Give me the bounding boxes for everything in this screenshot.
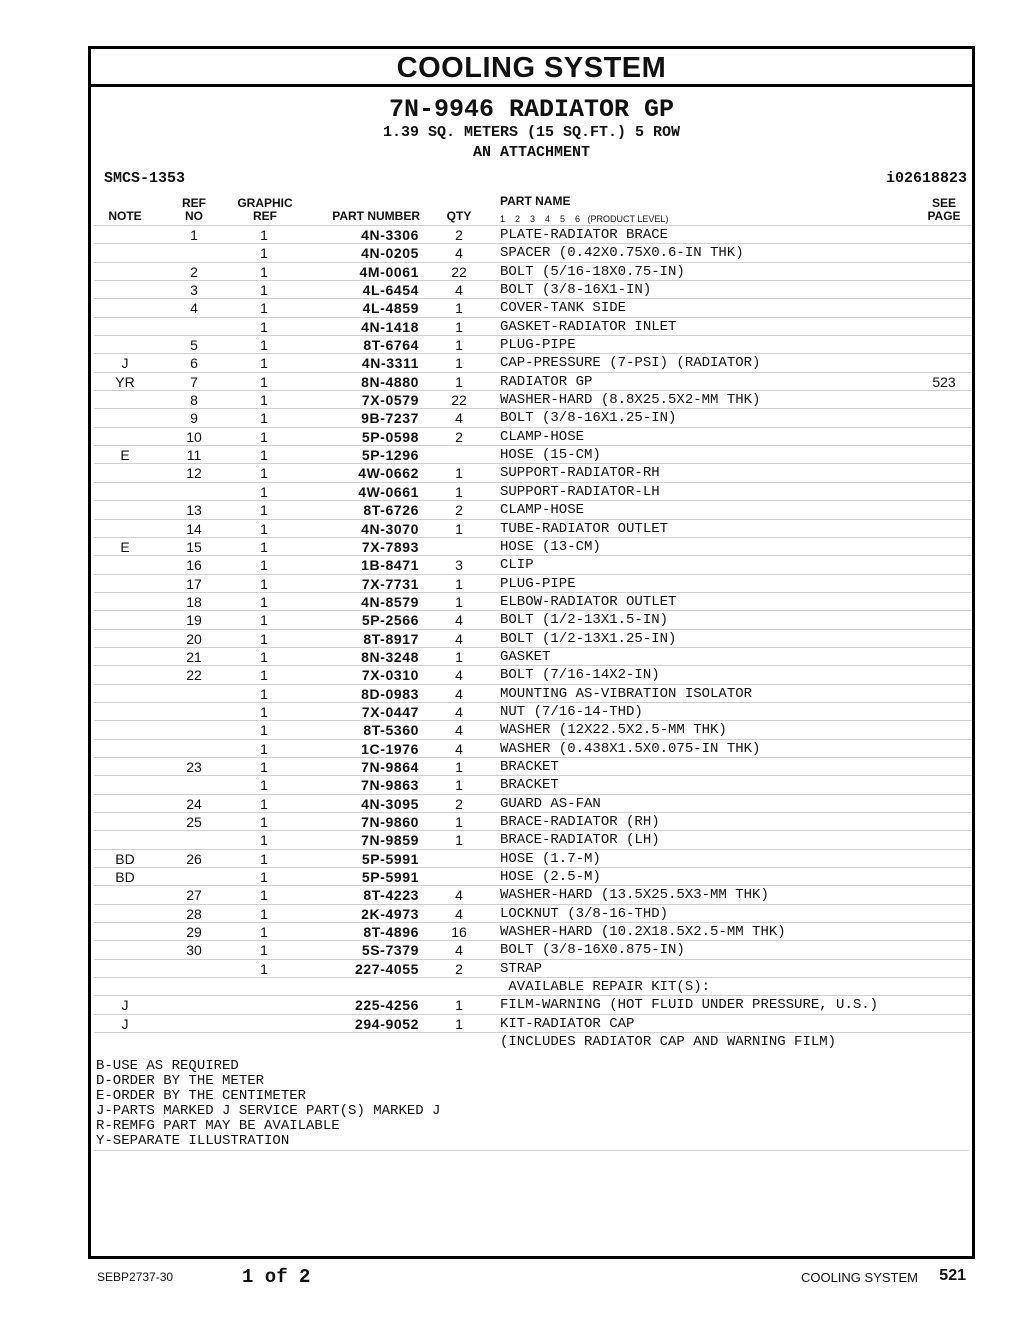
part-number-cell: 227-4055 xyxy=(355,960,419,977)
table-row xyxy=(94,647,972,665)
footer-page-of: 1 of 2 xyxy=(242,1266,311,1288)
qty-cell: 22 xyxy=(451,392,467,409)
qty-cell: 4 xyxy=(455,245,463,262)
part-number-cell: 4W-0661 xyxy=(358,483,419,500)
table-row xyxy=(94,867,972,885)
table-row xyxy=(94,812,972,830)
ref-no-cell: 15 xyxy=(186,538,202,555)
part-name-cell: TUBE-RADIATOR OUTLET xyxy=(500,520,669,537)
part-number-cell: 1C-1976 xyxy=(361,740,419,757)
smcs-code: SMCS-1353 xyxy=(104,170,186,187)
part-number-cell: 5P-1296 xyxy=(361,447,419,464)
table-row xyxy=(94,500,972,518)
table-row xyxy=(94,959,972,977)
graphic-ref-cell: 1 xyxy=(260,520,268,537)
table-row xyxy=(94,390,972,408)
part-number-cell: 4W-0662 xyxy=(358,465,419,482)
ref-no-cell: 26 xyxy=(186,850,202,867)
part-name-cell: NUT (7/16-14-THD) xyxy=(500,703,643,720)
notes-divider xyxy=(94,1150,969,1151)
qty-cell: 4 xyxy=(455,740,463,757)
footer-section: COOLING SYSTEM xyxy=(800,1270,918,1285)
header-note: NOTE xyxy=(108,209,142,223)
part-name-cell: BRACE-RADIATOR (LH) xyxy=(500,832,660,849)
table-row xyxy=(94,629,972,647)
graphic-ref-cell: 1 xyxy=(260,575,268,592)
qty-cell: 22 xyxy=(451,263,467,280)
qty-cell: 4 xyxy=(455,612,463,629)
graphic-ref-cell: 1 xyxy=(260,832,268,849)
ref-no-cell: 12 xyxy=(186,465,202,482)
part-number-cell: 8N-3248 xyxy=(361,648,419,665)
part-name-cell: BOLT (7/16-14X2-IN) xyxy=(500,667,660,684)
note-line: E-ORDER BY THE CENTIMETER xyxy=(96,1088,307,1104)
note-cell: YR xyxy=(115,373,135,390)
qty-cell: 1 xyxy=(455,300,463,317)
table-row xyxy=(94,739,972,757)
table-row xyxy=(94,849,972,867)
part-number-cell: 4N-3070 xyxy=(361,520,419,537)
part-number-cell: 5P-5991 xyxy=(361,869,419,886)
graphic-ref-cell: 1 xyxy=(260,722,268,739)
part-number-cell: 4N-1418 xyxy=(361,318,419,335)
part-number-cell: 8T-4896 xyxy=(363,924,419,941)
qty-cell: 1 xyxy=(455,814,463,830)
part-number-cell: 4N-3311 xyxy=(361,355,419,372)
ref-no-cell: 20 xyxy=(186,630,202,647)
header-graphic-line2: REF xyxy=(253,209,277,223)
ref-no-cell: 13 xyxy=(186,502,202,519)
note-cell: BD xyxy=(115,850,135,867)
qty-cell: 2 xyxy=(455,227,463,243)
ref-no-cell: 4 xyxy=(190,300,198,317)
qty-cell: 1 xyxy=(455,777,463,794)
part-number-cell: 8T-6764 xyxy=(363,337,419,354)
graphic-ref-cell: 1 xyxy=(260,428,268,445)
ref-no-cell: 7 xyxy=(190,373,198,390)
graphic-ref-cell: 1 xyxy=(260,905,268,922)
part-number-cell: 7N-9863 xyxy=(361,777,419,794)
part-number-cell: 8T-6726 xyxy=(363,502,419,519)
table-row xyxy=(94,904,972,922)
graphic-ref-cell: 1 xyxy=(260,960,268,977)
graphic-ref-cell: 1 xyxy=(260,392,268,409)
graphic-ref-cell: 1 xyxy=(260,703,268,720)
qty-cell: 1 xyxy=(455,483,463,500)
part-name-cell: MOUNTING AS-VIBRATION ISOLATOR xyxy=(500,685,753,702)
part-name-cell: CLAMP-HOSE xyxy=(500,502,585,519)
header-see-line2: PAGE xyxy=(927,209,961,223)
graphic-ref-cell: 1 xyxy=(260,814,268,830)
graphic-ref-cell: 1 xyxy=(260,337,268,354)
part-name-cell: PLUG-PIPE xyxy=(500,337,576,354)
table-row xyxy=(94,574,972,592)
part-number-cell: 5P-5991 xyxy=(361,850,419,867)
table-row xyxy=(94,940,972,958)
graphic-ref-cell: 1 xyxy=(260,740,268,757)
table-row xyxy=(94,922,972,940)
qty-cell: 1 xyxy=(455,337,463,354)
part-name-cell: SUPPORT-RADIATOR-RH xyxy=(500,465,660,482)
part-number-cell: 5P-0598 xyxy=(361,428,419,445)
part-number-cell: 4L-6454 xyxy=(362,282,419,299)
graphic-ref-cell: 1 xyxy=(260,282,268,299)
part-name-cell: BRACKET xyxy=(500,777,559,794)
graphic-ref-cell: 1 xyxy=(260,758,268,775)
group-title: 7N-9946 RADIATOR GP xyxy=(388,95,675,124)
ref-no-cell: 27 xyxy=(186,887,202,904)
table-row xyxy=(94,408,972,426)
part-name-cell: HOSE (1.7-M) xyxy=(500,850,601,867)
note-line: B-USE AS REQUIRED xyxy=(96,1058,239,1074)
qty-cell: 4 xyxy=(455,282,463,299)
table-row xyxy=(94,537,972,555)
ref-no-cell: 11 xyxy=(186,447,202,464)
part-name-cell: ELBOW-RADIATOR OUTLET xyxy=(500,593,677,610)
ref-no-cell: 8 xyxy=(190,392,198,409)
part-number-cell: 225-4256 xyxy=(355,997,419,1014)
graphic-ref-cell: 1 xyxy=(260,612,268,629)
qty-cell: 1 xyxy=(455,758,463,775)
qty-cell: 1 xyxy=(455,593,463,610)
graphic-ref-cell: 1 xyxy=(260,593,268,610)
ref-no-cell: 25 xyxy=(186,814,202,830)
header-see-line1: SEE xyxy=(931,196,956,210)
table-row xyxy=(94,720,972,738)
part-name-cell: BRACKET xyxy=(500,758,559,775)
ref-no-cell: 30 xyxy=(186,942,202,959)
part-number-cell: 7N-9859 xyxy=(361,832,419,849)
part-name-cell: BOLT (3/8-16X0.875-IN) xyxy=(500,942,685,959)
ref-no-cell: 2 xyxy=(190,263,198,280)
notes-legend xyxy=(96,1059,440,1149)
header-qty: QTY xyxy=(446,209,472,223)
graphic-ref-cell: 1 xyxy=(260,850,268,867)
note-cell: J xyxy=(121,1015,129,1032)
part-name-cell: COVER-TANK SIDE xyxy=(500,300,627,317)
graphic-ref-cell: 1 xyxy=(260,465,268,482)
qty-cell: 3 xyxy=(455,557,463,574)
graphic-ref-cell: 1 xyxy=(260,245,268,262)
qty-cell: 1 xyxy=(455,355,463,372)
part-name-cell: HOSE (13-CM) xyxy=(500,538,601,555)
part-number-cell: 7N-9860 xyxy=(361,814,419,830)
qty-cell: 2 xyxy=(455,795,463,812)
graphic-ref-cell: 1 xyxy=(260,869,268,886)
part-name-cell: KIT-RADIATOR CAP xyxy=(500,1015,635,1032)
part-number-cell: 2K-4973 xyxy=(361,905,419,922)
table-row xyxy=(94,794,972,812)
table-row xyxy=(94,702,972,720)
note-line: D-ORDER BY THE METER xyxy=(96,1073,265,1089)
part-name-cell: HOSE (2.5-M) xyxy=(500,869,601,886)
part-number-cell: 4N-0205 xyxy=(361,245,419,262)
part-name-cell: LOCKNUT (3/8-16-THD) xyxy=(500,905,669,922)
graphic-ref-cell: 1 xyxy=(260,502,268,519)
part-number-cell: 8N-4880 xyxy=(361,373,419,390)
part-name-cell: HOSE (15-CM) xyxy=(500,447,601,464)
ref-no-cell: 23 xyxy=(186,758,202,775)
qty-cell: 1 xyxy=(455,648,463,665)
illustration-id: i02618823 xyxy=(885,170,967,187)
part-name-cell: BOLT (1/2-13X1.5-IN) xyxy=(500,612,669,629)
qty-cell: 4 xyxy=(455,703,463,720)
part-name-cell: BOLT (1/2-13X1.25-IN) xyxy=(500,630,677,647)
graphic-ref-cell: 1 xyxy=(260,795,268,812)
table-row xyxy=(94,1032,972,1050)
part-number-cell: 8T-4223 xyxy=(363,887,419,904)
ref-no-cell: 9 xyxy=(190,410,198,427)
header-graphic-line1: GRAPHIC xyxy=(237,196,293,210)
qty-cell: 1 xyxy=(455,832,463,849)
ref-no-cell: 18 xyxy=(186,593,202,610)
part-number-cell: 4N-8579 xyxy=(361,593,419,610)
ref-no-cell: 10 xyxy=(186,428,202,445)
qty-cell: 2 xyxy=(455,428,463,445)
table-row xyxy=(94,482,972,500)
part-name-cell: CLAMP-HOSE xyxy=(500,428,585,445)
part-number-cell: 8T-5360 xyxy=(363,722,419,739)
part-number-cell: 7N-9864 xyxy=(361,758,419,775)
qty-cell: 1 xyxy=(455,575,463,592)
graphic-ref-cell: 1 xyxy=(260,557,268,574)
graphic-ref-cell: 1 xyxy=(260,263,268,280)
graphic-ref-cell: 1 xyxy=(260,447,268,464)
graphic-ref-cell: 1 xyxy=(260,777,268,794)
graphic-ref-cell: 1 xyxy=(260,667,268,684)
qty-cell: 4 xyxy=(455,887,463,904)
table-row xyxy=(94,757,972,775)
graphic-ref-cell: 1 xyxy=(260,924,268,941)
part-name-cell: BRACE-RADIATOR (RH) xyxy=(500,814,660,830)
part-name-cell: WASHER-HARD (8.8X25.5X2-MM THK) xyxy=(500,392,761,409)
part-number-cell: 1B-8471 xyxy=(361,557,419,574)
footer-doc-number: SEBP2737-30 xyxy=(97,1270,174,1284)
table-row xyxy=(94,243,972,261)
note-cell: E xyxy=(120,447,130,464)
qty-cell: 4 xyxy=(455,410,463,427)
part-number-cell: 4M-0061 xyxy=(359,263,419,280)
ref-no-cell: 24 xyxy=(186,795,202,812)
part-number-cell: 5P-2566 xyxy=(361,612,419,629)
graphic-ref-cell: 1 xyxy=(260,483,268,500)
part-name-cell: SUPPORT-RADIATOR-LH xyxy=(500,483,660,500)
table-row xyxy=(94,885,972,903)
ref-no-cell: 5 xyxy=(190,337,198,354)
table-row xyxy=(94,445,972,463)
see-page-cell: 523 xyxy=(932,373,956,390)
part-number-cell: 8D-0983 xyxy=(361,685,419,702)
part-name-cell: RADIATOR GP xyxy=(500,373,593,390)
graphic-ref-cell: 1 xyxy=(260,410,268,427)
graphic-ref-cell: 1 xyxy=(260,942,268,959)
table-row xyxy=(94,317,972,335)
part-name-cell: WASHER-HARD (13.5X25.5X3-MM THK) xyxy=(500,887,769,904)
graphic-ref-cell: 1 xyxy=(260,300,268,317)
group-subtitle-size: 1.39 SQ. METERS (15 SQ.FT.) 5 ROW xyxy=(382,124,681,141)
graphic-ref-cell: 1 xyxy=(260,355,268,372)
table-row xyxy=(94,555,972,573)
table-row xyxy=(94,298,972,316)
note-cell: BD xyxy=(115,869,135,886)
part-name-cell: GASKET-RADIATOR INLET xyxy=(500,318,677,335)
qty-cell: 1 xyxy=(455,997,463,1014)
part-number-cell: 4N-3095 xyxy=(361,795,419,812)
table-row xyxy=(94,427,972,445)
qty-cell: 1 xyxy=(455,520,463,537)
section-title: COOLING SYSTEM xyxy=(91,49,972,87)
table-row xyxy=(94,610,972,628)
graphic-ref-cell: 1 xyxy=(260,887,268,904)
parts-table xyxy=(94,225,972,1050)
table-row xyxy=(94,335,972,353)
part-name-cell: STRAP xyxy=(500,960,543,977)
header-ref-line2: NO xyxy=(185,209,203,223)
graphic-ref-cell: 1 xyxy=(260,630,268,647)
graphic-ref-cell: 1 xyxy=(260,685,268,702)
part-number-cell: 7X-7731 xyxy=(361,575,419,592)
table-row xyxy=(94,1014,972,1032)
ref-no-cell: 19 xyxy=(186,612,202,629)
part-name-cell: PLATE-RADIATOR BRACE xyxy=(500,227,669,243)
note-cell: J xyxy=(121,355,129,372)
qty-cell: 1 xyxy=(455,465,463,482)
part-name-cell: BOLT (3/8-16X1-IN) xyxy=(500,282,652,299)
footer-page-number: 521 xyxy=(939,1267,966,1284)
part-number-cell: 7X-7893 xyxy=(361,538,419,555)
note-cell: J xyxy=(121,997,129,1014)
qty-cell: 2 xyxy=(455,502,463,519)
part-number-cell: 4L-4859 xyxy=(362,300,419,317)
qty-cell: 4 xyxy=(455,630,463,647)
qty-cell: 2 xyxy=(455,960,463,977)
table-row xyxy=(94,280,972,298)
note-line: J-PARTS MARKED J SERVICE PART(S) MARKED J xyxy=(96,1103,441,1119)
note-line: Y-SEPARATE ILLUSTRATION xyxy=(96,1133,290,1149)
note-cell: E xyxy=(120,538,130,555)
header-ref-line1: REF xyxy=(182,196,206,210)
ref-no-cell: 6 xyxy=(190,355,198,372)
graphic-ref-cell: 1 xyxy=(260,373,268,390)
qty-cell: 1 xyxy=(455,318,463,335)
qty-cell: 4 xyxy=(455,905,463,922)
table-row xyxy=(94,977,972,995)
part-name-cell: PLUG-PIPE xyxy=(500,575,576,592)
qty-cell: 16 xyxy=(451,924,467,941)
part-number-cell: 8T-8917 xyxy=(363,630,419,647)
table-row xyxy=(94,775,972,793)
qty-cell: 4 xyxy=(455,722,463,739)
table-row xyxy=(94,463,972,481)
ref-no-cell: 16 xyxy=(186,557,202,574)
table-row xyxy=(94,262,972,280)
ref-no-cell: 14 xyxy=(186,520,202,537)
part-name-cell: FILM-WARNING (HOT FLUID UNDER PRESSURE, U.S.) xyxy=(500,997,879,1014)
ref-no-cell: 21 xyxy=(186,648,202,665)
header-product-levels: 1 2 3 4 5 6 (PRODUCT LEVEL) xyxy=(500,214,669,224)
graphic-ref-cell: 1 xyxy=(260,227,268,243)
part-name-cell: GUARD AS-FAN xyxy=(500,795,601,812)
part-name-cell: WASHER (12X22.5X2.5-MM THK) xyxy=(500,722,727,739)
ref-no-cell: 22 xyxy=(186,667,202,684)
header-part-number: PART NUMBER xyxy=(332,209,420,223)
part-number-cell: 9B-7237 xyxy=(361,410,419,427)
table-row xyxy=(94,519,972,537)
table-row xyxy=(94,665,972,683)
table-row xyxy=(94,830,972,848)
graphic-ref-cell: 1 xyxy=(260,318,268,335)
ref-no-cell: 28 xyxy=(186,905,202,922)
ref-no-cell: 3 xyxy=(190,282,198,299)
part-number-cell: 7X-0579 xyxy=(361,392,419,409)
part-name-cell: (INCLUDES RADIATOR CAP AND WARNING FILM) xyxy=(500,1034,837,1051)
part-name-cell: AVAILABLE REPAIR KIT(S): xyxy=(500,979,711,996)
part-number-cell: 4N-3306 xyxy=(361,227,419,243)
part-name-cell: CAP-PRESSURE (7-PSI) (RADIATOR) xyxy=(500,355,761,372)
graphic-ref-cell: 1 xyxy=(260,648,268,665)
qty-cell: 4 xyxy=(455,685,463,702)
note-line: R-REMFG PART MAY BE AVAILABLE xyxy=(96,1118,340,1134)
graphic-ref-cell: 1 xyxy=(260,538,268,555)
table-row xyxy=(94,592,972,610)
table-row xyxy=(94,353,972,371)
part-number-cell: 5S-7379 xyxy=(361,942,419,959)
qty-cell: 4 xyxy=(455,942,463,959)
ref-no-cell: 17 xyxy=(186,575,202,592)
part-name-cell: WASHER (0.438X1.5X0.075-IN THK) xyxy=(500,740,761,757)
table-row xyxy=(94,372,972,390)
part-name-cell: BOLT (3/8-16X1.25-IN) xyxy=(500,410,677,427)
page-frame xyxy=(88,46,975,1259)
qty-cell: 1 xyxy=(455,373,463,390)
part-name-cell: GASKET xyxy=(500,648,551,665)
group-subtitle-type: AN ATTACHMENT xyxy=(472,144,591,161)
ref-no-cell: 29 xyxy=(186,924,202,941)
part-name-cell: SPACER (0.42X0.75X0.6-IN THK) xyxy=(500,245,744,262)
part-name-cell: WASHER-HARD (10.2X18.5X2.5-MM THK) xyxy=(500,924,786,941)
ref-no-cell: 1 xyxy=(190,227,198,243)
part-number-cell: 7X-0310 xyxy=(361,667,419,684)
part-number-cell: 7X-0447 xyxy=(361,703,419,720)
table-row xyxy=(94,684,972,702)
part-number-cell: 294-9052 xyxy=(355,1015,419,1032)
header-part-name: PART NAME xyxy=(500,194,571,208)
part-name-cell: CLIP xyxy=(500,557,534,574)
table-row xyxy=(94,995,972,1013)
part-name-cell: BOLT (5/16-18X0.75-IN) xyxy=(500,263,685,280)
table-row xyxy=(94,225,972,243)
qty-cell: 1 xyxy=(455,1015,463,1032)
qty-cell: 4 xyxy=(455,667,463,684)
